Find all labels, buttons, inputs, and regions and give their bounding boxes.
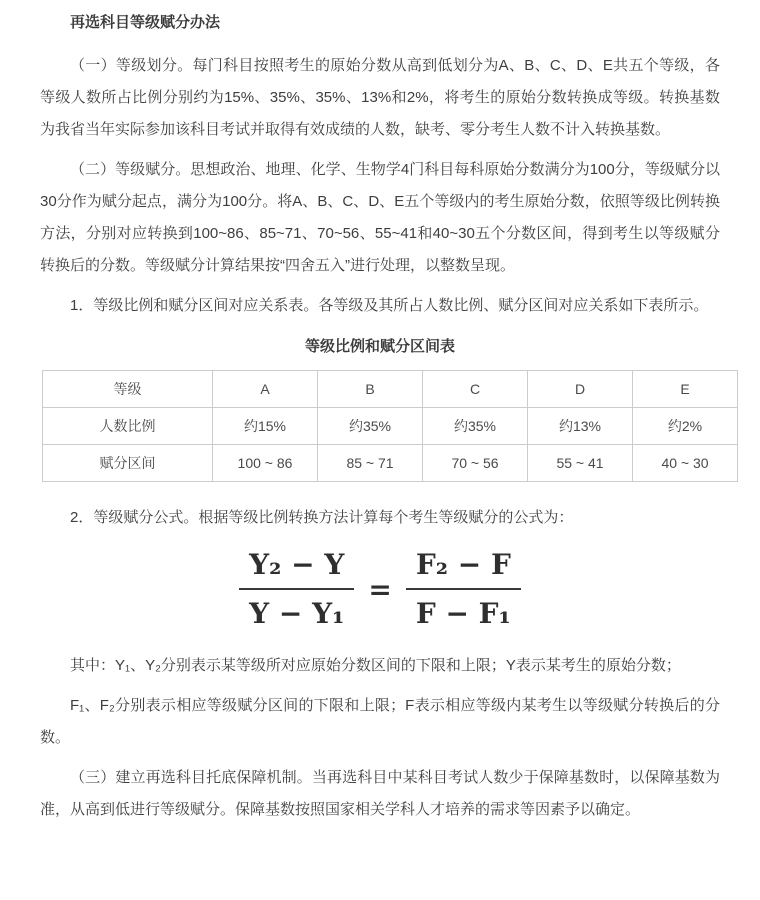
paragraph-guarantee-mechanism: （三）建立再选科目托底保障机制。当再选科目中某科目考试人数少于保障基数时，以保障基数为准，从高到低进行等级赋分。保障基数按照国家相关学科人才培养的需求等因素予以确定。 <box>40 769 720 818</box>
table-header-cell: D <box>528 371 633 408</box>
table-cell: 40 ~ 30 <box>633 445 738 482</box>
table-header-cell: 等级 <box>43 371 213 408</box>
table-cell: 70 ~ 56 <box>423 445 528 482</box>
formula-right-fraction <box>406 548 521 630</box>
formula-right-numerator: F₂ − F <box>406 548 521 590</box>
table-row-label: 人数比例 <box>43 408 213 445</box>
table-cell: 约35% <box>423 408 528 445</box>
table-cell: 约2% <box>633 408 738 445</box>
table-cell: 85 ~ 71 <box>318 445 423 482</box>
paragraph-formula-intro: 2．等级赋分公式。根据等级比例转换方法计算每个考生等级赋分的公式为： <box>70 509 574 526</box>
paragraph-table-intro: 1．等级比例和赋分区间对应关系表。各等级及其所占人数比例、赋分区间对应关系如下表所示。 <box>70 297 709 314</box>
formula-left-fraction <box>239 548 354 630</box>
table-header-cell: A <box>213 371 318 408</box>
table-header-cell: E <box>633 371 738 408</box>
formula-left-numerator: Y₂ − Y <box>239 548 354 590</box>
grade-ratio-table <box>42 370 738 482</box>
table-row-score-range <box>43 445 738 482</box>
document-title: 再选科目等级赋分办法 <box>70 14 221 31</box>
table-cell: 约35% <box>318 408 423 445</box>
table-header-cell: C <box>423 371 528 408</box>
table-title: 等级比例和赋分区间表 <box>304 338 455 355</box>
table-header-row <box>43 371 738 408</box>
formula-right-denominator: F − F₁ <box>415 597 511 630</box>
table-cell: 55 ~ 41 <box>528 445 633 482</box>
grade-conversion-formula <box>40 548 720 630</box>
paragraph-f-definition: F₁、F₂分别表示相应等级赋分区间的下限和上限；F表示相应等级内某考生以等级赋分转换后的分数。 <box>40 697 720 746</box>
paragraph-grade-division: （一）等级划分。每门科目按照考生的原始分数从高到低划分为A、B、C、D、E共五个等级，各等级人数所占比例分别约为15%、35%、35%、13%和2%，将考生的原始分数转换成等级。转换基数为我省当年实际参加该科目考试并取得有效成绩的人数，缺考、零分考生人数不计入转换基数。 <box>40 57 720 138</box>
table-header-cell: B <box>318 371 423 408</box>
paragraph-grade-scoring: （二）等级赋分。思想政治、地理、化学、生物学4门科目每科原始分数满分为100分，等级赋分以30分作为赋分起点，满分为100分。将A、B、C、D、E五个等级内的考生原始分数，依照等级比例转换方法，分别对应转换到100~86、85~71、70~56、55~41和40~30五个分数区间，得到考生以等级赋分转换后的分数。等级赋分计算结果按“四舍五入”进行处理，以整数呈现。 <box>40 161 720 274</box>
table-cell: 100 ~ 86 <box>213 445 318 482</box>
table-row-label: 赋分区间 <box>43 445 213 482</box>
paragraph-y-definition: 其中：Y₁、Y₂分别表示某等级所对应原始分数区间的下限和上限；Y表示某考生的原始分数； <box>70 657 681 674</box>
formula-left-denominator: Y − Y₁ <box>249 597 345 630</box>
formula-equals-sign: = <box>368 572 392 606</box>
table-cell: 约13% <box>528 408 633 445</box>
table-cell: 约15% <box>213 408 318 445</box>
table-row-population-ratio <box>43 408 738 445</box>
